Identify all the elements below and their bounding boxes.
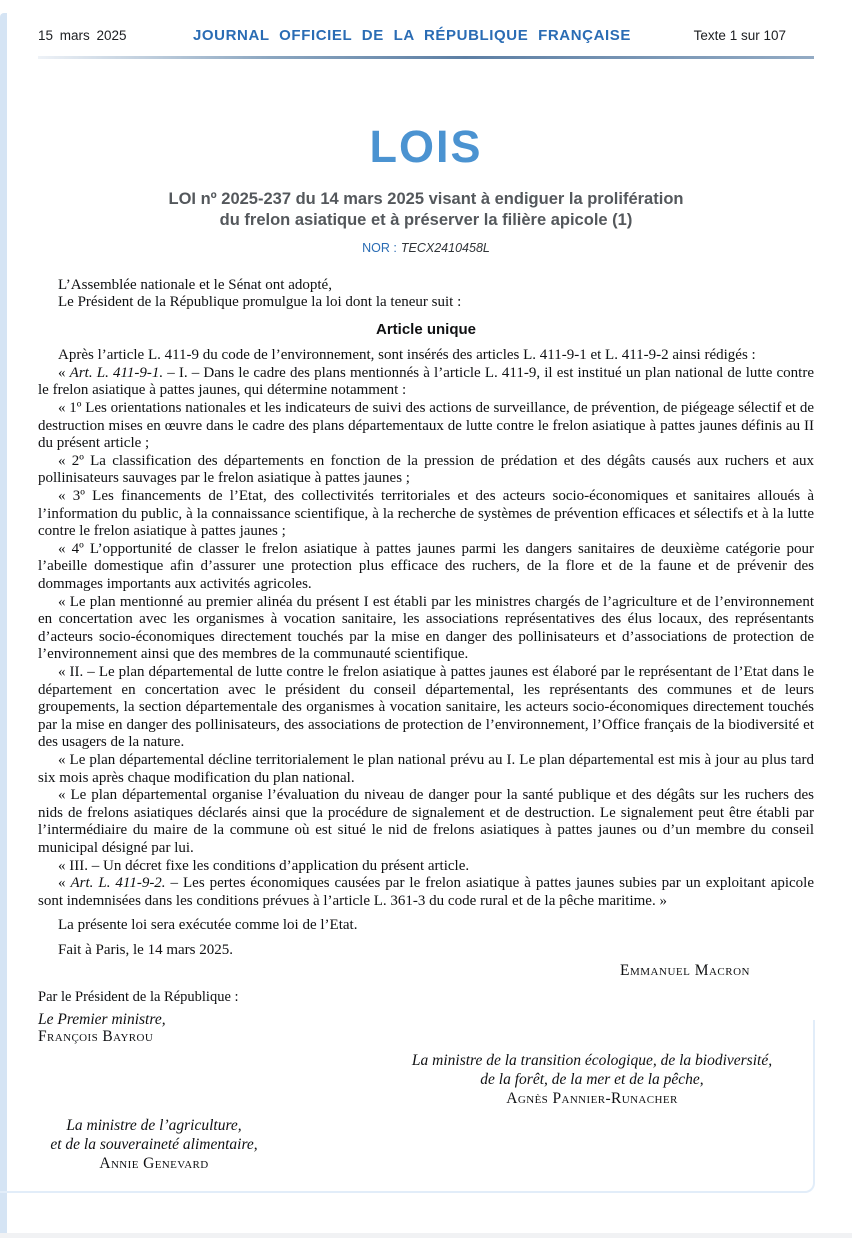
paragraph-text: Après l’article L. 411-9 du code de l’environnement, sont insérés des articles L. 411-9-1 et L. 411-9-2 ainsi rédigés : — [58, 347, 756, 364]
body-paragraph — [38, 875, 814, 910]
header-text-ref: Texte 1 sur 107 — [693, 28, 786, 43]
paragraph-text: « 3º Les financements de l’Etat, des collectivités territoriales et des acteurs socio-économiques et sanitaires alloués à l’information du public, à la connaissance scientifique, à la recherche de systèmes de prévention efficaces et sélectifs et à la lutte contre le frelon asiatique à pattes jaunes ; — [38, 488, 814, 540]
body-paragraph — [38, 453, 814, 488]
article-heading: Article unique — [375, 320, 476, 338]
article-reference: Art. L. 411-9-1. — [69, 364, 164, 381]
page-header — [38, 27, 814, 44]
body-paragraph — [38, 787, 814, 857]
body-paragraph — [38, 400, 814, 453]
body-paragraph — [38, 917, 814, 935]
minister-ecology-title-line2: de la forêt, de la mer et de la pêche, — [480, 1070, 704, 1088]
paragraph-text: « 4º L’opportunité de classer le frelon asiatique à pattes jaunes parmi les dangers sanitaires de deuxième catégorie pour l’abeille domestique afin d’assurer une protection plus efficace des ruchers, de la flore et de la faune et de prévenir des dommages importants aux activités agricoles. — [38, 540, 814, 592]
paragraph-text: « Le plan mentionné au premier alinéa du présent I est établi par les ministres chargés de l’agriculture et de l’environnement en concertation avec les organismes à vocation sanitaire, les associations représentatives des élus locaux, des représentants d’acteurs socio-économiques directement touchés par la mise en danger des pollinisateurs et d’associations de protection de l’environnement ainsi que des membres de la communauté scientifique. — [38, 593, 814, 663]
pm-signature: François Bayrou — [38, 1028, 154, 1046]
countersign-intro: Par le Président de la République : — [38, 989, 239, 1006]
minister-agriculture-title-line2: et de la souveraineté alimentaire, — [50, 1135, 258, 1153]
paragraph-text: La présente loi sera exécutée comme loi de l’Etat. — [58, 917, 358, 934]
viewport-bottom-edge — [0, 1233, 852, 1238]
nor-code: TECX2410458L — [400, 240, 490, 255]
body-paragraph — [38, 488, 814, 541]
nor-label: NOR : — [362, 240, 397, 255]
paragraph-text: « Le plan départemental organise l’évaluation du niveau de danger pour la santé publique et des dégâts sur les ruchers des nids de frelons asiatiques déclarés ainsi que la procédure de signalement et de destruction. Le signalement peut être établi par l’intermédiaire du maire de la commune où est situé le nid de frelons asiatiques à pattes jaunes ou d’un membre du conseil municipal désigné par lui. — [38, 787, 814, 856]
minister-ecology-title-line1: La ministre de la transition écologique, de la biodiversité, — [411, 1051, 773, 1069]
body-paragraph — [38, 347, 814, 365]
president-signature: Emmanuel Macron — [620, 962, 750, 980]
journal-title: JOURNAL OFFICIEL DE LA RÉPUBLIQUE FRANÇAISE — [192, 27, 632, 44]
body-paragraph — [38, 277, 814, 295]
body-paragraph — [38, 365, 814, 400]
nor-line — [38, 241, 814, 255]
minister-ecology-signature: Agnès Pannier-Runacher — [506, 1089, 678, 1107]
paragraph-text: « II. – Le plan départemental de lutte contre le frelon asiatique à pattes jaunes est élaboré par le représentant de l’Etat dans le département en concertation avec le président du conseil départemental, les représentants des communes et de leurs groupements, la section départementale des organismes à vocation sanitaire, les acteurs socio-économiques directement touchés par la mise en danger des pollinisateurs, des associations de protection de l’environnement, l’Office français de la biodiversité et des usagers de la nature. — [38, 663, 814, 751]
paragraph-text: « 2º La classification des départements en fonction de la pression de prédation et des dégâts causés aux ruchers et aux pollinisateurs sauvages par le frelon asiatique à pattes jaunes ; — [38, 452, 814, 487]
paragraph-text: Fait à Paris, le 14 mars 2025. — [58, 941, 233, 958]
paragraph-text: L’Assemblée nationale et le Sénat ont adopté, — [58, 276, 332, 293]
law-title — [38, 189, 814, 231]
paragraph-text: Le Président de la République promulgue la loi dont la teneur suit : — [58, 294, 462, 311]
article-reference: Art. L. 411-9-2. — [70, 875, 166, 892]
pm-title: Le Premier ministre, — [38, 1010, 166, 1028]
law-title-line2: du frelon asiatique et à préserver la filière apicole (1) — [219, 210, 633, 229]
law-body — [38, 277, 814, 1174]
minister-agriculture-signature: Annie Genevard — [99, 1154, 209, 1172]
paragraph-text: « — [58, 875, 71, 892]
paragraph-text: « — [58, 364, 70, 381]
minister-agriculture-title-line1: La ministre de l’agriculture, — [66, 1116, 242, 1134]
journal-page — [38, 0, 814, 1174]
body-paragraph — [38, 858, 814, 876]
body-paragraph — [38, 294, 814, 312]
body-paragraph — [38, 942, 814, 960]
minister-agriculture-block — [38, 1116, 270, 1174]
body-paragraph — [38, 752, 814, 787]
body-paragraph — [38, 541, 814, 594]
paragraph-text: – I. – Dans le cadre des plans mentionnés à l’article L. 411-9, il est institué un plan national de lutte contre le frelon asiatique à pattes jaunes, qui détermine notamment : — [38, 364, 814, 399]
header-rule — [38, 56, 814, 59]
body-paragraph — [38, 594, 814, 664]
body-paragraph — [38, 664, 814, 752]
paragraph-text: « 1º Les orientations nationales et les indicateurs de suivi des actions de surveillance, de prévention, de piégeage sélectif et de destruction mises en œuvre dans le cadre des plans départementaux de lutte contre le frelon asiatique à pattes jaunes définis au II du présent article ; — [38, 400, 814, 452]
paragraph-text: – Les pertes économiques causées par le frelon asiatique à pattes jaunes subies par un exploitant apicole sont indemnisées dans les conditions prévues à l’article L. 361-3 du code rural et de la pêche maritime. » — [38, 875, 815, 909]
header-date: 15 mars 2025 — [38, 28, 127, 43]
law-title-line1: LOI nº 2025-237 du 14 mars 2025 visant à endiguer la prolifération — [168, 189, 684, 208]
paragraph-text: « III. – Un décret fixe les conditions d’application du présent article. — [58, 857, 470, 874]
paragraph-text: « Le plan départemental décline territorialement le plan national prévu au I. Le plan départemental est mis à jour au plus tard six mois après chaque modification du plan national. — [38, 751, 814, 786]
page-left-edge — [0, 13, 7, 1233]
minister-ecology-block — [374, 1051, 810, 1109]
section-title: LOIS — [369, 120, 483, 172]
